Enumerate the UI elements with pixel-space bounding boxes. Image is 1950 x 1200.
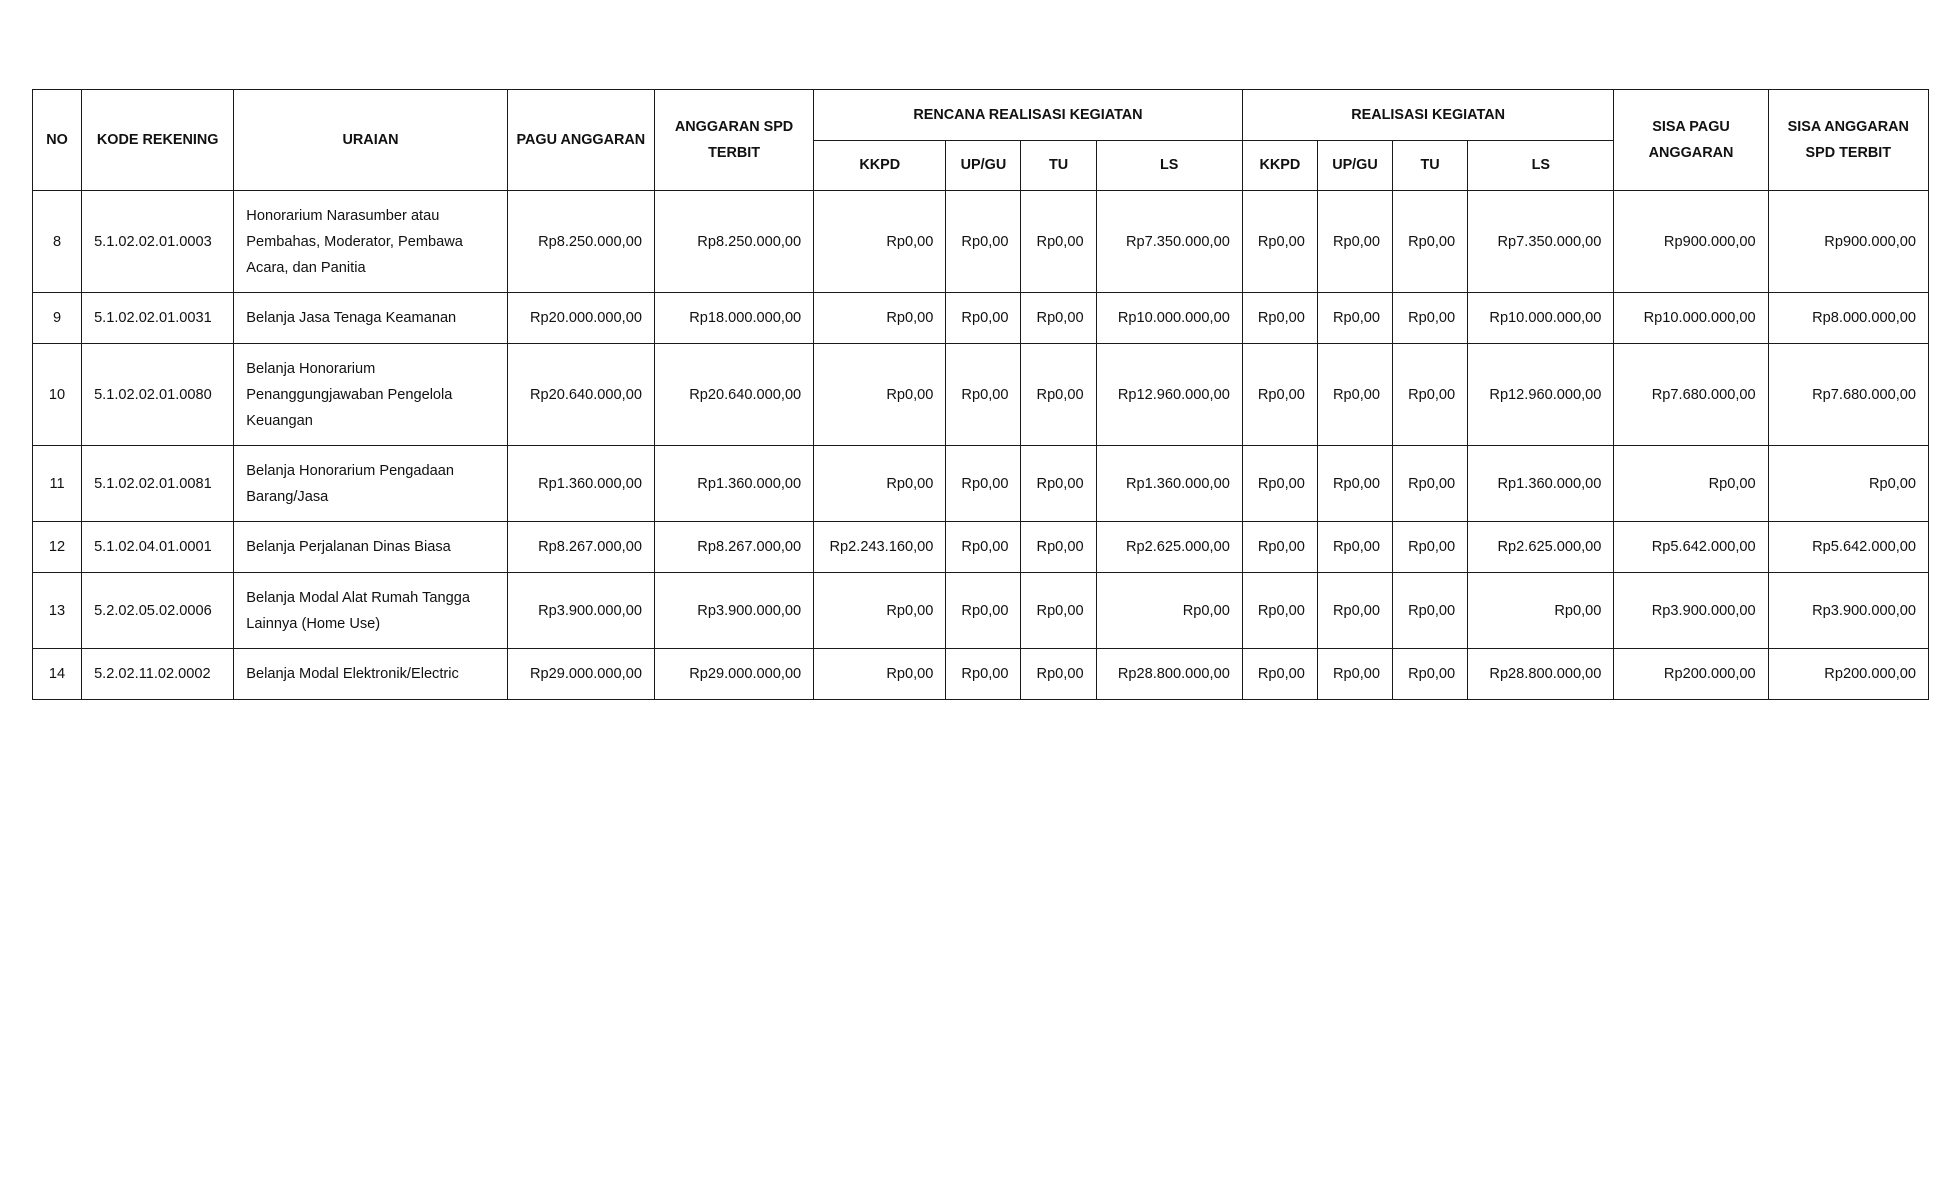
cell-rencana-upgu: Rp0,00 [946, 446, 1021, 522]
cell-realisasi-kkpd: Rp0,00 [1242, 344, 1317, 446]
cell-realisasi-kkpd: Rp0,00 [1242, 573, 1317, 649]
cell-spd: Rp29.000.000,00 [654, 649, 813, 700]
table-row [33, 344, 1929, 446]
cell-sisa-spd: Rp0,00 [1768, 446, 1928, 522]
cell-pagu: Rp29.000.000,00 [507, 649, 654, 700]
cell-realisasi-kkpd: Rp0,00 [1242, 446, 1317, 522]
cell-rencana-tu: Rp0,00 [1021, 293, 1096, 344]
cell-realisasi-ls: Rp12.960.000,00 [1468, 344, 1614, 446]
cell-spd: Rp1.360.000,00 [654, 446, 813, 522]
cell-uraian: Belanja Honorarium Penanggungjawaban Pengelola Keuangan [234, 344, 507, 446]
cell-pagu: Rp1.360.000,00 [507, 446, 654, 522]
cell-realisasi-ls: Rp28.800.000,00 [1468, 649, 1614, 700]
cell-realisasi-upgu: Rp0,00 [1317, 344, 1392, 446]
cell-sisa-pagu: Rp3.900.000,00 [1614, 573, 1768, 649]
header-realisasi-upgu: UP/GU [1317, 140, 1392, 191]
header-uraian: URAIAN [234, 90, 507, 191]
cell-no: 11 [33, 446, 82, 522]
cell-kode: 5.1.02.04.01.0001 [82, 522, 234, 573]
cell-pagu: Rp8.267.000,00 [507, 522, 654, 573]
cell-pagu: Rp8.250.000,00 [507, 191, 654, 293]
cell-sisa-spd: Rp8.000.000,00 [1768, 293, 1928, 344]
cell-realisasi-tu: Rp0,00 [1393, 293, 1468, 344]
header-no: NO [33, 90, 82, 191]
cell-rencana-ls: Rp12.960.000,00 [1096, 344, 1242, 446]
cell-rencana-upgu: Rp0,00 [946, 573, 1021, 649]
cell-rencana-kkpd: Rp2.243.160,00 [814, 522, 946, 573]
cell-sisa-pagu: Rp7.680.000,00 [1614, 344, 1768, 446]
cell-realisasi-kkpd: Rp0,00 [1242, 649, 1317, 700]
table-row [33, 522, 1929, 573]
cell-realisasi-kkpd: Rp0,00 [1242, 293, 1317, 344]
cell-sisa-pagu: Rp0,00 [1614, 446, 1768, 522]
cell-spd: Rp8.250.000,00 [654, 191, 813, 293]
cell-rencana-kkpd: Rp0,00 [814, 191, 946, 293]
cell-spd: Rp18.000.000,00 [654, 293, 813, 344]
cell-realisasi-ls: Rp1.360.000,00 [1468, 446, 1614, 522]
cell-rencana-ls: Rp28.800.000,00 [1096, 649, 1242, 700]
header-anggaran-spd-terbit: ANGGARAN SPD TERBIT [654, 90, 813, 191]
cell-realisasi-tu: Rp0,00 [1393, 649, 1468, 700]
cell-pagu: Rp20.000.000,00 [507, 293, 654, 344]
cell-uraian: Belanja Perjalanan Dinas Biasa [234, 522, 507, 573]
cell-kode: 5.1.02.02.01.0080 [82, 344, 234, 446]
cell-kode: 5.1.02.02.01.0081 [82, 446, 234, 522]
cell-rencana-tu: Rp0,00 [1021, 573, 1096, 649]
cell-rencana-kkpd: Rp0,00 [814, 344, 946, 446]
cell-realisasi-tu: Rp0,00 [1393, 446, 1468, 522]
cell-realisasi-upgu: Rp0,00 [1317, 522, 1392, 573]
header-row-main [33, 90, 1929, 141]
cell-rencana-upgu: Rp0,00 [946, 522, 1021, 573]
report-sheet [32, 89, 1929, 700]
cell-sisa-pagu: Rp200.000,00 [1614, 649, 1768, 700]
cell-kode: 5.1.02.02.01.0031 [82, 293, 234, 344]
cell-rencana-tu: Rp0,00 [1021, 344, 1096, 446]
table-row [33, 446, 1929, 522]
table-header [33, 90, 1929, 191]
cell-realisasi-upgu: Rp0,00 [1317, 649, 1392, 700]
cell-sisa-spd: Rp3.900.000,00 [1768, 573, 1928, 649]
cell-uraian: Belanja Honorarium Pengadaan Barang/Jasa [234, 446, 507, 522]
cell-realisasi-ls: Rp2.625.000,00 [1468, 522, 1614, 573]
cell-uraian: Belanja Modal Elektronik/Electric [234, 649, 507, 700]
cell-realisasi-upgu: Rp0,00 [1317, 293, 1392, 344]
cell-rencana-upgu: Rp0,00 [946, 191, 1021, 293]
budget-realization-table [32, 89, 1929, 700]
cell-sisa-pagu: Rp900.000,00 [1614, 191, 1768, 293]
cell-realisasi-tu: Rp0,00 [1393, 191, 1468, 293]
table-body [33, 191, 1929, 700]
cell-rencana-tu: Rp0,00 [1021, 446, 1096, 522]
cell-no: 12 [33, 522, 82, 573]
header-pagu-anggaran: PAGU ANGGARAN [507, 90, 654, 191]
header-realisasi-kkpd: KKPD [1242, 140, 1317, 191]
cell-kode: 5.2.02.05.02.0006 [82, 573, 234, 649]
cell-kode: 5.1.02.02.01.0003 [82, 191, 234, 293]
cell-sisa-spd: Rp200.000,00 [1768, 649, 1928, 700]
cell-kode: 5.2.02.11.02.0002 [82, 649, 234, 700]
cell-rencana-tu: Rp0,00 [1021, 191, 1096, 293]
cell-rencana-upgu: Rp0,00 [946, 293, 1021, 344]
cell-spd: Rp3.900.000,00 [654, 573, 813, 649]
cell-realisasi-upgu: Rp0,00 [1317, 446, 1392, 522]
cell-rencana-kkpd: Rp0,00 [814, 446, 946, 522]
header-realisasi-tu: TU [1393, 140, 1468, 191]
cell-rencana-ls: Rp10.000.000,00 [1096, 293, 1242, 344]
cell-sisa-spd: Rp7.680.000,00 [1768, 344, 1928, 446]
cell-rencana-kkpd: Rp0,00 [814, 649, 946, 700]
header-realisasi-ls: LS [1468, 140, 1614, 191]
cell-uraian: Honorarium Narasumber atau Pembahas, Moderator, Pembawa Acara, dan Panitia [234, 191, 507, 293]
table-row [33, 293, 1929, 344]
cell-realisasi-upgu: Rp0,00 [1317, 191, 1392, 293]
cell-rencana-ls: Rp0,00 [1096, 573, 1242, 649]
cell-uraian: Belanja Jasa Tenaga Keamanan [234, 293, 507, 344]
cell-no: 14 [33, 649, 82, 700]
header-rencana-upgu: UP/GU [946, 140, 1021, 191]
cell-spd: Rp20.640.000,00 [654, 344, 813, 446]
table-row [33, 573, 1929, 649]
cell-rencana-kkpd: Rp0,00 [814, 293, 946, 344]
cell-rencana-upgu: Rp0,00 [946, 344, 1021, 446]
cell-pagu: Rp20.640.000,00 [507, 344, 654, 446]
header-realisasi: REALISASI KEGIATAN [1242, 90, 1614, 141]
header-sisa-pagu-anggaran: SISA PAGU ANGGARAN [1614, 90, 1768, 191]
cell-no: 13 [33, 573, 82, 649]
cell-rencana-ls: Rp7.350.000,00 [1096, 191, 1242, 293]
header-rencana-kkpd: KKPD [814, 140, 946, 191]
cell-rencana-tu: Rp0,00 [1021, 649, 1096, 700]
table-row [33, 191, 1929, 293]
cell-rencana-ls: Rp1.360.000,00 [1096, 446, 1242, 522]
cell-uraian: Belanja Modal Alat Rumah Tangga Lainnya (Home Use) [234, 573, 507, 649]
cell-realisasi-kkpd: Rp0,00 [1242, 191, 1317, 293]
cell-spd: Rp8.267.000,00 [654, 522, 813, 573]
table-row [33, 649, 1929, 700]
header-kode-rekening: KODE REKENING [82, 90, 234, 191]
cell-no: 10 [33, 344, 82, 446]
cell-pagu: Rp3.900.000,00 [507, 573, 654, 649]
header-rencana-tu: TU [1021, 140, 1096, 191]
header-sisa-anggaran-spd-terbit: SISA ANGGARAN SPD TERBIT [1768, 90, 1928, 191]
cell-sisa-pagu: Rp10.000.000,00 [1614, 293, 1768, 344]
header-rencana-ls: LS [1096, 140, 1242, 191]
cell-sisa-spd: Rp900.000,00 [1768, 191, 1928, 293]
cell-sisa-pagu: Rp5.642.000,00 [1614, 522, 1768, 573]
cell-sisa-spd: Rp5.642.000,00 [1768, 522, 1928, 573]
header-rencana-realisasi: RENCANA REALISASI KEGIATAN [814, 90, 1243, 141]
cell-rencana-tu: Rp0,00 [1021, 522, 1096, 573]
cell-no: 9 [33, 293, 82, 344]
cell-realisasi-tu: Rp0,00 [1393, 522, 1468, 573]
cell-realisasi-ls: Rp0,00 [1468, 573, 1614, 649]
cell-realisasi-ls: Rp10.000.000,00 [1468, 293, 1614, 344]
cell-realisasi-kkpd: Rp0,00 [1242, 522, 1317, 573]
cell-no: 8 [33, 191, 82, 293]
cell-rencana-upgu: Rp0,00 [946, 649, 1021, 700]
cell-rencana-ls: Rp2.625.000,00 [1096, 522, 1242, 573]
cell-realisasi-tu: Rp0,00 [1393, 344, 1468, 446]
cell-realisasi-upgu: Rp0,00 [1317, 573, 1392, 649]
cell-rencana-kkpd: Rp0,00 [814, 573, 946, 649]
cell-realisasi-ls: Rp7.350.000,00 [1468, 191, 1614, 293]
cell-realisasi-tu: Rp0,00 [1393, 573, 1468, 649]
